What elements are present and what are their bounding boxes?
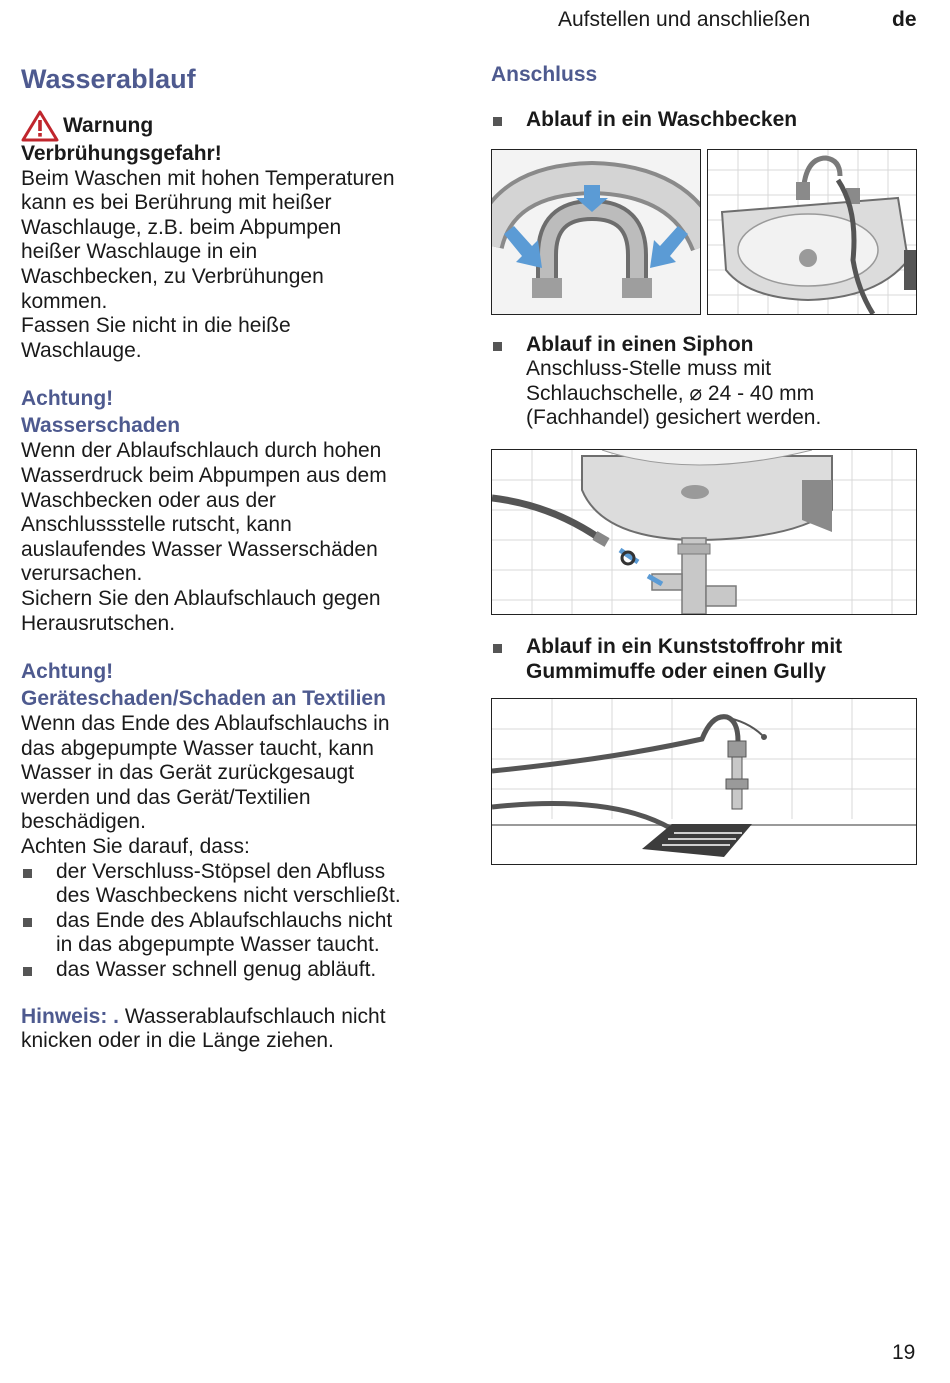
running-header: Aufstellen und anschließen xyxy=(558,8,811,31)
caution1-line: Waschbecken oder aus der xyxy=(21,488,276,512)
siphon-illustration xyxy=(492,450,916,614)
item-heading: Ablauf in einen Siphon xyxy=(526,332,754,356)
bullet-line: der Verschluss-Stöpsel den Abfluss xyxy=(56,859,386,883)
note xyxy=(21,1005,456,1054)
note-line1: Wasserablaufschlauch nicht xyxy=(119,1004,386,1028)
item-kunststoffrohr xyxy=(491,635,921,684)
caution2-line: Achten Sie darauf, dass: xyxy=(21,835,250,859)
caution1-line: Sichern Sie den Ablaufschlauch gegen xyxy=(21,586,381,610)
warning-line: Fassen Sie nicht in die heiße xyxy=(21,314,291,338)
item-heading: Ablauf in ein Kunststoffrohr mit xyxy=(526,634,843,658)
caution2-text xyxy=(21,712,456,860)
page-number: 19 xyxy=(892,1341,916,1364)
caution1-line: Herausrutschen. xyxy=(21,611,176,635)
caution1-title-line2: Wasserschaden xyxy=(21,414,181,438)
washbasin-illustration xyxy=(708,150,916,314)
hose-bend-illustration xyxy=(492,150,700,314)
bullet-line: das Wasser schnell genug abläuft. xyxy=(56,958,377,982)
list-item xyxy=(21,860,456,909)
gully-figure xyxy=(491,698,917,865)
caution2-title-line1: Achtung! xyxy=(21,660,114,684)
page-title: Wasserablauf xyxy=(21,64,196,94)
washbasin-figure xyxy=(707,149,917,315)
caution2-line: beschädigen. xyxy=(21,810,146,834)
warning-text xyxy=(21,167,456,364)
section-title-anschluss: Anschluss xyxy=(491,63,598,86)
caution1-text xyxy=(21,439,456,636)
item-line: Schlauchschelle, ⌀ 24 - 40 mm xyxy=(526,381,815,405)
warning-line: heißer Waschlauge in ein xyxy=(21,240,258,264)
left-column xyxy=(21,60,456,1054)
caution2-line: werden und das Gerät/Textilien xyxy=(21,785,311,809)
bullet-line: des Waschbeckens nicht verschließt. xyxy=(56,884,401,908)
caution1-title xyxy=(21,385,456,439)
list-item xyxy=(21,909,456,958)
gully-illustration xyxy=(492,699,916,864)
caution1-line: auslaufendes Wasser Wasserschäden xyxy=(21,537,378,561)
bullet-line: in das abgepumpte Wasser taucht. xyxy=(56,933,380,957)
item-line: (Fachhandel) gesichert werden. xyxy=(526,406,822,430)
hose-bend-figure xyxy=(491,149,701,315)
warning-triangle-icon xyxy=(21,110,59,142)
note-line2: knicken oder in die Länge ziehen. xyxy=(21,1029,334,1053)
caution1-title-line1: Achtung! xyxy=(21,387,114,411)
warning-label: Warnung xyxy=(63,114,154,137)
item-heading: Gummimuffe oder einen Gully xyxy=(526,659,826,683)
figure-row-waschbecken xyxy=(491,149,917,315)
warning-line: kann es bei Berührung mit heißer xyxy=(21,191,332,215)
caution1-line: verursachen. xyxy=(21,562,143,586)
warning-line: Waschbecken, zu Verbrühungen xyxy=(21,264,324,288)
caution1-line: Wenn der Ablaufschlauch durch hohen xyxy=(21,439,382,463)
warning-line: Beim Waschen mit hohen Temperaturen xyxy=(21,166,395,190)
bullet-line: das Ende des Ablaufschlauchs nicht xyxy=(56,908,393,932)
caution2-line: Wenn das Ende des Ablaufschlauchs in xyxy=(21,712,390,736)
note-label: Hinweis: . xyxy=(21,1004,120,1028)
caution1-line: Anschlussstelle rutscht, kann xyxy=(21,513,292,537)
caution1-line: Wasserdruck beim Abpumpen aus dem xyxy=(21,463,387,487)
right-column xyxy=(491,60,921,865)
warning-line: kommen. xyxy=(21,289,108,313)
item-siphon xyxy=(491,333,921,431)
language-tag: de xyxy=(892,8,917,31)
caution2-bullets xyxy=(21,860,456,983)
siphon-figure xyxy=(491,449,917,615)
item-heading: Ablauf in ein Waschbecken xyxy=(526,108,798,131)
warning-line: Waschlauge, z.B. beim Abpumpen xyxy=(21,215,342,239)
item-waschbecken xyxy=(491,108,921,133)
item-line: Anschluss-Stelle muss mit xyxy=(526,357,772,381)
caution2-title xyxy=(21,658,456,712)
warning-line: Waschlauge. xyxy=(21,338,142,362)
caution2-title-line2: Geräteschaden/Schaden an Textilien xyxy=(21,687,386,711)
list-item xyxy=(21,958,456,983)
caution2-line: das abgepumpte Wasser taucht, kann xyxy=(21,736,374,760)
warning-header xyxy=(21,110,456,142)
caution2-line: Wasser in das Gerät zurückgesaugt xyxy=(21,761,355,785)
warning-heading: Verbrühungsgefahr! xyxy=(21,142,222,165)
